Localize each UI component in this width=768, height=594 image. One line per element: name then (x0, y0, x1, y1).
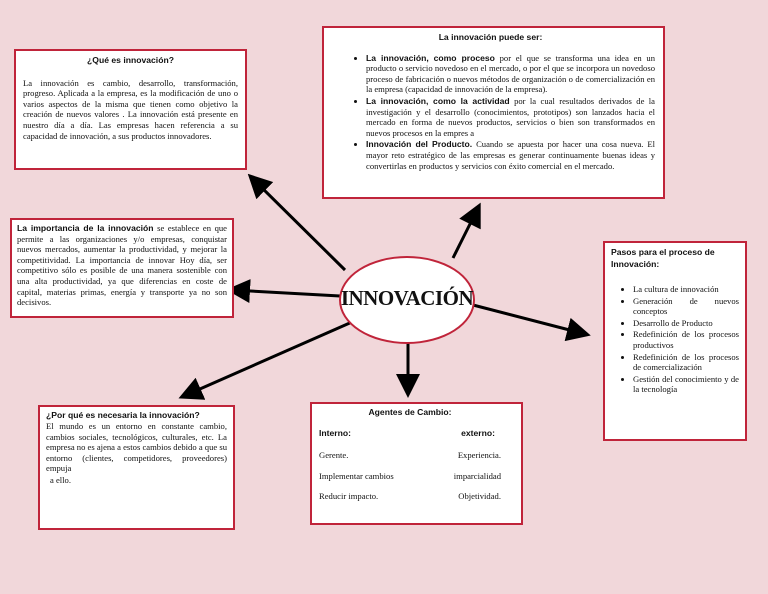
agentes-interno-item: Implementar cambios (319, 470, 394, 481)
pasos-item: • Redefinición de los procesos de comercialización (633, 352, 739, 373)
pasos-item: • La cultura de innovación (633, 284, 739, 295)
agentes-interno-item: Gerente. (319, 450, 349, 461)
pasos-box (603, 241, 747, 441)
arrow-to-importancia (232, 290, 340, 296)
por-que-text-end: a ello. (50, 474, 71, 485)
pasos-item: • Desarrollo de Producto (633, 318, 739, 329)
importancia-box (10, 218, 234, 318)
agentes-externo-header: externo: (461, 427, 495, 438)
por-que-title: ¿Por qué es necesaria la innovación? (46, 410, 200, 420)
center-label: INNOVACIÓN (340, 286, 474, 310)
arrow-to-puede-ser (453, 208, 478, 258)
puede-ser-box (322, 26, 665, 199)
arrow-to-pasos (473, 305, 585, 334)
puede-ser-item: • Innovación del Producto. Cuando se apuesta por hacer una cosa nueva. El mayor reto estratégico de las empresas es generar continuamente buenas ideas y convertirlas en productos y servicios con éxito comercial en el mercado. (366, 139, 655, 171)
arrow-to-por-que (184, 322, 352, 396)
puede-ser-title: La innovación puede ser: (438, 32, 543, 42)
agentes-interno-item: Reducir impacto. (319, 491, 379, 502)
puede-ser-item: • La innovación, como la actividad por la cual resultados derivados de la investigación y el desarrollo (conocimientos, prototipos) son lanzados hacia el mercado en forma de nuevos productos, servicios o bien son transformados en nuevos procesos en la empres a (366, 96, 655, 138)
pasos-item: • Redefinición de los procesos productivos (633, 329, 739, 350)
puede-ser-item: • La innovación, como proceso por el que se transforma una idea en un producto o servicio novedoso en el mercado, o por el que se incorpora un novedoso proceso de fabricación o nuevos métodos de organización o de comercialización en la empresa (capacidad de innovación de la empresa). (366, 53, 655, 95)
pasos-item: • Gestión del conocimiento y de la tecnología (633, 374, 739, 395)
que-es-innovacion-box (14, 49, 247, 170)
por-que-box (38, 405, 235, 530)
agentes-title: Agentes de Cambio: (368, 407, 452, 417)
agentes-externo-item: Experiencia. (457, 450, 501, 461)
por-que-text: El mundo es un entorno en constante cambio, cambios sociales, tecnológicos, culturales, etc. La empresa no es ajena a estos cambios debido a que su entorno (clientes, competidores, proveedores) empuja (46, 421, 227, 474)
que-es-text: La innovación es cambio, desarrollo, transformación, progreso. Aplicada a la empresa, es la modificación de uno o varios aspectos de la misma que tienen como objetivo la creación de nuevos valores . La innovación está presente en nuestro día a día. Las empresas hacen referencia a su capacidad de innovación, a sus productos innovadores. (23, 77, 238, 141)
pasos-title: Pasos para el proceso de Innovación: (611, 247, 715, 269)
que-es-title: ¿Qué es innovación? (87, 55, 174, 65)
agentes-box (310, 402, 523, 525)
importancia-text: La importancia de la innovación se establece en que permite a las organizaciones y/o empresas, conquistar nuevos mercados, aumentar la productividad, y mejorar la competitividad. La importancia de innovar Hoy día, ser competitivo sólo es posible de una manera sostenible con una alta productividad, ya que diferencias en coste de capital, materias primas, energía y transporte ya no son decisivos. (17, 223, 227, 308)
agentes-externo-item: imparcialidad (453, 470, 501, 481)
agentes-interno-header: Interno: (319, 427, 351, 438)
pasos-item: • Generación de nuevos conceptos (633, 296, 739, 317)
agentes-externo-item: Objetividad. (458, 491, 501, 502)
